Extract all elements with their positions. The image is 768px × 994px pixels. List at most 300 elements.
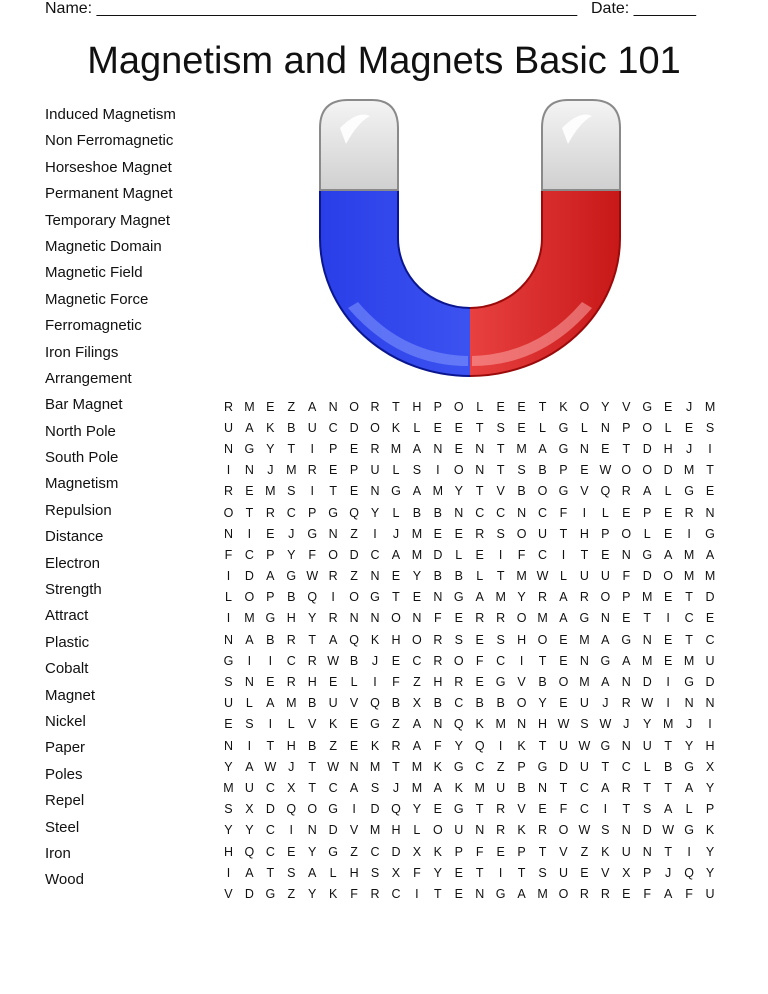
word-list-item: Paper xyxy=(45,739,86,757)
grid-letter: T xyxy=(580,547,589,562)
grid-letter: A xyxy=(663,802,673,817)
grid-letter: L xyxy=(413,420,421,435)
grid-letter: G xyxy=(391,484,401,499)
grid-letter: L xyxy=(476,569,484,584)
grid-row xyxy=(218,820,721,841)
grid-letter: G xyxy=(621,632,632,647)
grid-letter: K xyxy=(391,420,401,435)
grid-letter: A xyxy=(643,484,652,499)
grid-letter: E xyxy=(328,675,338,690)
grid-letter: I xyxy=(247,738,252,753)
grid-row xyxy=(218,650,721,671)
grid-letter: W xyxy=(662,823,675,838)
grid-letter: I xyxy=(498,865,503,880)
grid-letter: Z xyxy=(329,738,337,753)
grid-letter: H xyxy=(391,632,401,647)
grid-letter: R xyxy=(496,802,506,817)
grid-letter: T xyxy=(308,780,317,795)
grid-letter: H xyxy=(579,526,589,541)
word-list-item: Magnetism xyxy=(45,475,119,493)
grid-letter: U xyxy=(223,420,233,435)
grid-letter: A xyxy=(245,632,254,647)
grid-letter: N xyxy=(621,675,631,690)
grid-letter: E xyxy=(349,441,359,456)
grid-letter: S xyxy=(601,823,610,838)
grid-letter: E xyxy=(663,653,673,668)
grid-letter: W xyxy=(306,569,319,584)
grid-letter: N xyxy=(475,823,485,838)
grid-letter: D xyxy=(370,802,380,817)
grid-letter: R xyxy=(579,886,589,901)
grid-letter: O xyxy=(307,802,318,817)
grid-letter: Q xyxy=(307,590,318,605)
grid-letter: B xyxy=(433,569,443,584)
grid-letter: T xyxy=(434,886,442,901)
grid-letter: O xyxy=(600,590,611,605)
grid-letter: P xyxy=(601,526,610,541)
grid-letter: E xyxy=(663,526,673,541)
grid-letter: E xyxy=(454,865,463,880)
grid-letter: M xyxy=(683,463,695,478)
grid-letter: A xyxy=(705,547,715,562)
grid-letter: L xyxy=(664,484,672,499)
grid-letter: O xyxy=(453,399,464,414)
grid-letter: J xyxy=(288,759,295,774)
grid-letter: O xyxy=(621,526,632,541)
grid-row xyxy=(218,693,721,714)
word-list-item: Attract xyxy=(45,607,89,625)
grid-letter: C xyxy=(579,780,589,795)
grid-letter: U xyxy=(705,653,715,668)
grid-letter: T xyxy=(245,505,254,520)
grid-letter: I xyxy=(498,547,503,562)
grid-letter: A xyxy=(266,696,275,711)
grid-letter: C xyxy=(391,886,401,901)
grid-letter: S xyxy=(643,802,652,817)
grid-letter: S xyxy=(287,865,296,880)
grid-letter: N xyxy=(412,611,422,626)
grid-letter: V xyxy=(496,484,505,499)
grid-letter: I xyxy=(289,823,294,838)
grid-letter: T xyxy=(622,441,631,456)
grid-letter: T xyxy=(392,759,400,774)
grid-letter: A xyxy=(245,759,254,774)
grid-letter: C xyxy=(370,844,380,859)
word-list-item: Bar Magnet xyxy=(45,396,123,414)
grid-letter: C xyxy=(538,505,548,520)
grid-letter: N xyxy=(370,569,380,584)
word-list-item: Arrangement xyxy=(45,369,132,387)
grid-letter: R xyxy=(496,823,506,838)
grid-letter: E xyxy=(391,569,401,584)
grid-row xyxy=(218,460,721,481)
grid-letter: C xyxy=(496,505,506,520)
grid-letter: W xyxy=(327,759,340,774)
grid-letter: C xyxy=(496,653,506,668)
grid-letter: A xyxy=(559,590,568,605)
word-list-item: Wood xyxy=(45,871,84,889)
grid-letter: E xyxy=(287,844,296,859)
grid-letter: B xyxy=(538,675,547,690)
grid-letter: W xyxy=(641,696,654,711)
grid-letter: E xyxy=(705,484,715,499)
grid-row xyxy=(218,438,721,459)
grid-letter: O xyxy=(453,463,464,478)
grid-letter: C xyxy=(412,653,422,668)
grid-letter: D xyxy=(642,569,652,584)
grid-letter: H xyxy=(433,675,443,690)
grid-letter: R xyxy=(223,484,233,499)
grid-letter: U xyxy=(538,526,548,541)
grid-letter: D xyxy=(705,590,715,605)
grid-letter: K xyxy=(517,738,526,753)
grid-letter: Q xyxy=(370,696,380,711)
grid-letter: E xyxy=(705,611,715,626)
grid-letter: V xyxy=(580,484,589,499)
grid-letter: C xyxy=(328,420,338,435)
grid-letter: I xyxy=(666,696,670,711)
grid-letter: L xyxy=(685,802,693,817)
grid-letter: H xyxy=(223,844,233,859)
grid-row xyxy=(218,841,721,862)
grid-letter: R xyxy=(328,611,338,626)
grid-letter: P xyxy=(266,590,275,605)
grid-letter: O xyxy=(516,611,527,626)
grid-letter: H xyxy=(705,738,715,753)
grid-letter: Z xyxy=(392,717,400,732)
grid-letter: G xyxy=(600,738,611,753)
letter-grid xyxy=(218,396,721,905)
grid-letter: L xyxy=(287,717,295,732)
grid-letter: E xyxy=(601,441,610,456)
grid-row xyxy=(218,523,721,544)
word-list-item: Nickel xyxy=(45,712,86,730)
grid-letter: O xyxy=(223,505,234,520)
grid-row xyxy=(218,883,721,904)
grid-letter: K xyxy=(601,844,610,859)
grid-letter: O xyxy=(642,463,653,478)
grid-letter: N xyxy=(475,441,485,456)
grid-letter: M xyxy=(369,759,381,774)
grid-letter: N xyxy=(370,484,380,499)
grid-letter: T xyxy=(622,802,631,817)
grid-letter: X xyxy=(287,780,296,795)
grid-letter: B xyxy=(433,696,443,711)
grid-letter: O xyxy=(558,675,569,690)
grid-letter: E xyxy=(454,526,463,541)
grid-letter: G xyxy=(642,399,653,414)
grid-letter: A xyxy=(266,569,275,584)
grid-letter: R xyxy=(579,590,589,605)
grid-letter: N xyxy=(705,696,715,711)
word-list-item: Non Ferromagnetic xyxy=(45,132,174,150)
grid-letter: Y xyxy=(454,484,463,499)
grid-letter: N xyxy=(621,738,631,753)
grid-letter: G xyxy=(370,590,380,605)
grid-letter: C xyxy=(454,696,464,711)
grid-letter: L xyxy=(643,759,651,774)
grid-letter: I xyxy=(226,611,231,626)
grid-letter: I xyxy=(436,463,440,478)
grid-letter: M xyxy=(537,886,548,901)
grid-letter: F xyxy=(392,675,400,690)
grid-letter: T xyxy=(664,738,672,753)
grid-letter: Y xyxy=(224,823,233,838)
grid-letter: P xyxy=(622,420,631,435)
grid-letter: T xyxy=(538,399,547,414)
grid-letter: A xyxy=(601,780,610,795)
grid-letter: Y xyxy=(454,738,463,753)
grid-letter: E xyxy=(517,399,526,414)
grid-letter: E xyxy=(266,526,275,541)
grid-letter: F xyxy=(559,802,568,817)
grid-letter: Y xyxy=(705,844,715,859)
grid-letter: G xyxy=(600,653,611,668)
grid-letter: Q xyxy=(349,505,359,520)
grid-letter: B xyxy=(517,780,526,795)
grid-letter: N xyxy=(579,653,589,668)
grid-letter: M xyxy=(516,569,527,584)
grid-row xyxy=(218,481,721,502)
grid-letter: T xyxy=(392,399,400,414)
grid-letter: U xyxy=(244,780,254,795)
grid-letter: T xyxy=(496,441,505,456)
grid-letter: L xyxy=(476,399,484,414)
grid-letter: U xyxy=(370,463,380,478)
grid-letter: L xyxy=(643,526,651,541)
grid-letter: A xyxy=(412,441,422,456)
grid-letter: F xyxy=(434,738,442,753)
grid-letter: J xyxy=(685,717,693,732)
grid-letter: M xyxy=(662,717,674,732)
grid-letter: W xyxy=(557,717,570,732)
grid-letter: T xyxy=(517,865,526,880)
grid-letter: M xyxy=(683,569,695,584)
grid-letter: N xyxy=(684,696,694,711)
grid-letter: J xyxy=(288,526,295,541)
grid-letter: T xyxy=(643,780,652,795)
grid-letter: T xyxy=(538,844,547,859)
grid-letter: C xyxy=(328,780,338,795)
grid-letter: V xyxy=(601,865,610,880)
grid-letter: C xyxy=(475,759,485,774)
grid-letter: C xyxy=(244,547,254,562)
grid-letter: R xyxy=(307,653,317,668)
grid-letter: M xyxy=(432,484,444,499)
grid-letter: S xyxy=(287,484,296,499)
grid-letter: U xyxy=(579,696,589,711)
grid-letter: A xyxy=(328,632,338,647)
grid-letter: J xyxy=(267,463,274,478)
grid-letter: I xyxy=(373,675,377,690)
grid-letter: L xyxy=(559,569,567,584)
grid-letter: E xyxy=(475,547,484,562)
grid-letter: G xyxy=(453,759,464,774)
grid-letter: M xyxy=(244,399,255,414)
grid-letter: U xyxy=(558,738,568,753)
grid-letter: M xyxy=(411,547,423,562)
grid-letter: A xyxy=(308,865,317,880)
grid-letter: K xyxy=(559,399,568,414)
grid-letter: D xyxy=(433,547,443,562)
grid-letter: I xyxy=(708,717,712,732)
grid-letter: R xyxy=(475,526,485,541)
grid-letter: E xyxy=(454,886,463,901)
grid-letter: C xyxy=(475,505,485,520)
grid-letter: U xyxy=(642,738,652,753)
grid-letter: Y xyxy=(538,696,547,711)
grid-letter: T xyxy=(475,420,484,435)
word-list-item: Permanent Magnet xyxy=(45,185,173,203)
grid-letter: T xyxy=(308,759,317,774)
grid-letter: D xyxy=(328,823,338,838)
grid-letter: T xyxy=(308,632,317,647)
word-list-item: Strength xyxy=(45,581,102,599)
grid-letter: J xyxy=(623,717,630,732)
grid-letter: L xyxy=(329,865,337,880)
grid-letter: O xyxy=(621,463,632,478)
grid-letter: O xyxy=(370,420,380,435)
grid-letter: Z xyxy=(350,844,358,859)
grid-letter: E xyxy=(580,865,589,880)
grid-letter: O xyxy=(516,526,527,541)
grid-letter: O xyxy=(516,696,527,711)
grid-letter: R xyxy=(621,696,631,711)
word-list-item: Horseshoe Magnet xyxy=(45,158,172,176)
grid-letter: A xyxy=(663,547,673,562)
grid-letter: B xyxy=(433,505,443,520)
grid-letter: B xyxy=(349,653,359,668)
grid-letter: Y xyxy=(517,590,526,605)
grid-letter: U xyxy=(496,780,506,795)
grid-letter: L xyxy=(245,696,253,711)
grid-letter: A xyxy=(663,886,673,901)
grid-letter: I xyxy=(708,441,712,456)
grid-letter: W xyxy=(327,653,340,668)
grid-letter: E xyxy=(475,632,484,647)
grid-letter: E xyxy=(349,484,359,499)
grid-letter: R xyxy=(307,463,317,478)
grid-letter: A xyxy=(412,484,422,499)
grid-letter: U xyxy=(579,569,589,584)
grid-letter: E xyxy=(328,463,338,478)
grid-letter: G xyxy=(453,802,464,817)
grid-letter: G xyxy=(244,441,255,456)
grid-letter: Y xyxy=(412,569,422,584)
word-list-item: Magnetic Field xyxy=(45,264,143,282)
grid-letter: Q xyxy=(286,802,297,817)
grid-letter: Y xyxy=(308,886,317,901)
grid-letter: E xyxy=(663,505,673,520)
grid-letter: G xyxy=(684,675,694,690)
grid-letter: E xyxy=(580,463,589,478)
grid-letter: Q xyxy=(684,865,694,880)
grid-letter: Y xyxy=(308,611,317,626)
grid-letter: S xyxy=(224,802,233,817)
grid-letter: G xyxy=(705,526,715,541)
grid-letter: S xyxy=(496,420,505,435)
grid-letter: N xyxy=(475,886,485,901)
grid-letter: R xyxy=(538,823,548,838)
grid-letter: B xyxy=(663,759,673,774)
grid-letter: R xyxy=(328,569,338,584)
grid-letter: M xyxy=(223,780,234,795)
grid-letter: N xyxy=(433,590,443,605)
grid-letter: E xyxy=(224,717,233,732)
grid-letter: I xyxy=(666,611,670,626)
grid-letter: E xyxy=(622,611,631,626)
grid-letter: R xyxy=(286,632,296,647)
grid-letter: K xyxy=(705,823,715,838)
grid-row xyxy=(218,714,721,735)
grid-letter: S xyxy=(517,463,526,478)
grid-letter: D xyxy=(705,675,715,690)
grid-letter: U xyxy=(454,823,464,838)
grid-letter: M xyxy=(495,590,506,605)
grid-letter: I xyxy=(331,590,335,605)
grid-letter: O xyxy=(244,590,255,605)
grid-letter: U xyxy=(558,865,568,880)
grid-letter: H xyxy=(349,865,359,880)
grid-letter: L xyxy=(224,590,232,605)
grid-letter: D xyxy=(663,463,673,478)
grid-letter: A xyxy=(349,780,359,795)
grid-letter: E xyxy=(245,484,254,499)
grid-letter: D xyxy=(642,441,652,456)
grid-letter: F xyxy=(559,505,568,520)
grid-letter: G xyxy=(453,590,464,605)
grid-letter: X xyxy=(391,865,401,880)
grid-letter: L xyxy=(350,675,358,690)
grid-letter: E xyxy=(496,844,505,859)
grid-letter: B xyxy=(496,696,505,711)
grid-letter: Z xyxy=(496,759,505,774)
grid-letter: J xyxy=(602,696,609,711)
grid-letter: N xyxy=(579,441,589,456)
grid-letter: T xyxy=(475,484,484,499)
grid-letter: U xyxy=(705,886,715,901)
word-list-item: Magnetic Domain xyxy=(45,237,162,255)
grid-letter: M xyxy=(516,441,527,456)
grid-letter: N xyxy=(307,823,317,838)
grid-letter: N xyxy=(349,611,359,626)
grid-letter: R xyxy=(454,675,464,690)
grid-letter: M xyxy=(642,590,653,605)
grid-letter: M xyxy=(579,675,590,690)
grid-letter: P xyxy=(643,505,652,520)
grid-letter: T xyxy=(266,738,275,753)
grid-letter: R xyxy=(433,653,443,668)
word-list-item: Electron xyxy=(45,554,101,572)
grid-letter: N xyxy=(433,717,443,732)
grid-letter: E xyxy=(266,675,275,690)
grid-letter: W xyxy=(578,823,591,838)
grid-letter: C xyxy=(370,547,380,562)
grid-letter: Q xyxy=(391,802,401,817)
grid-letter: Y xyxy=(287,547,296,562)
grid-letter: E xyxy=(622,505,631,520)
grid-letter: I xyxy=(226,463,231,478)
grid-letter: B xyxy=(391,696,401,711)
grid-letter: E xyxy=(433,802,443,817)
grid-letter: Y xyxy=(266,441,275,456)
grid-letter: G xyxy=(684,759,694,774)
grid-letter: X xyxy=(412,844,422,859)
grid-letter: G xyxy=(558,441,569,456)
grid-letter: F xyxy=(643,886,652,901)
grid-letter: H xyxy=(412,399,422,414)
grid-letter: L xyxy=(392,463,400,478)
